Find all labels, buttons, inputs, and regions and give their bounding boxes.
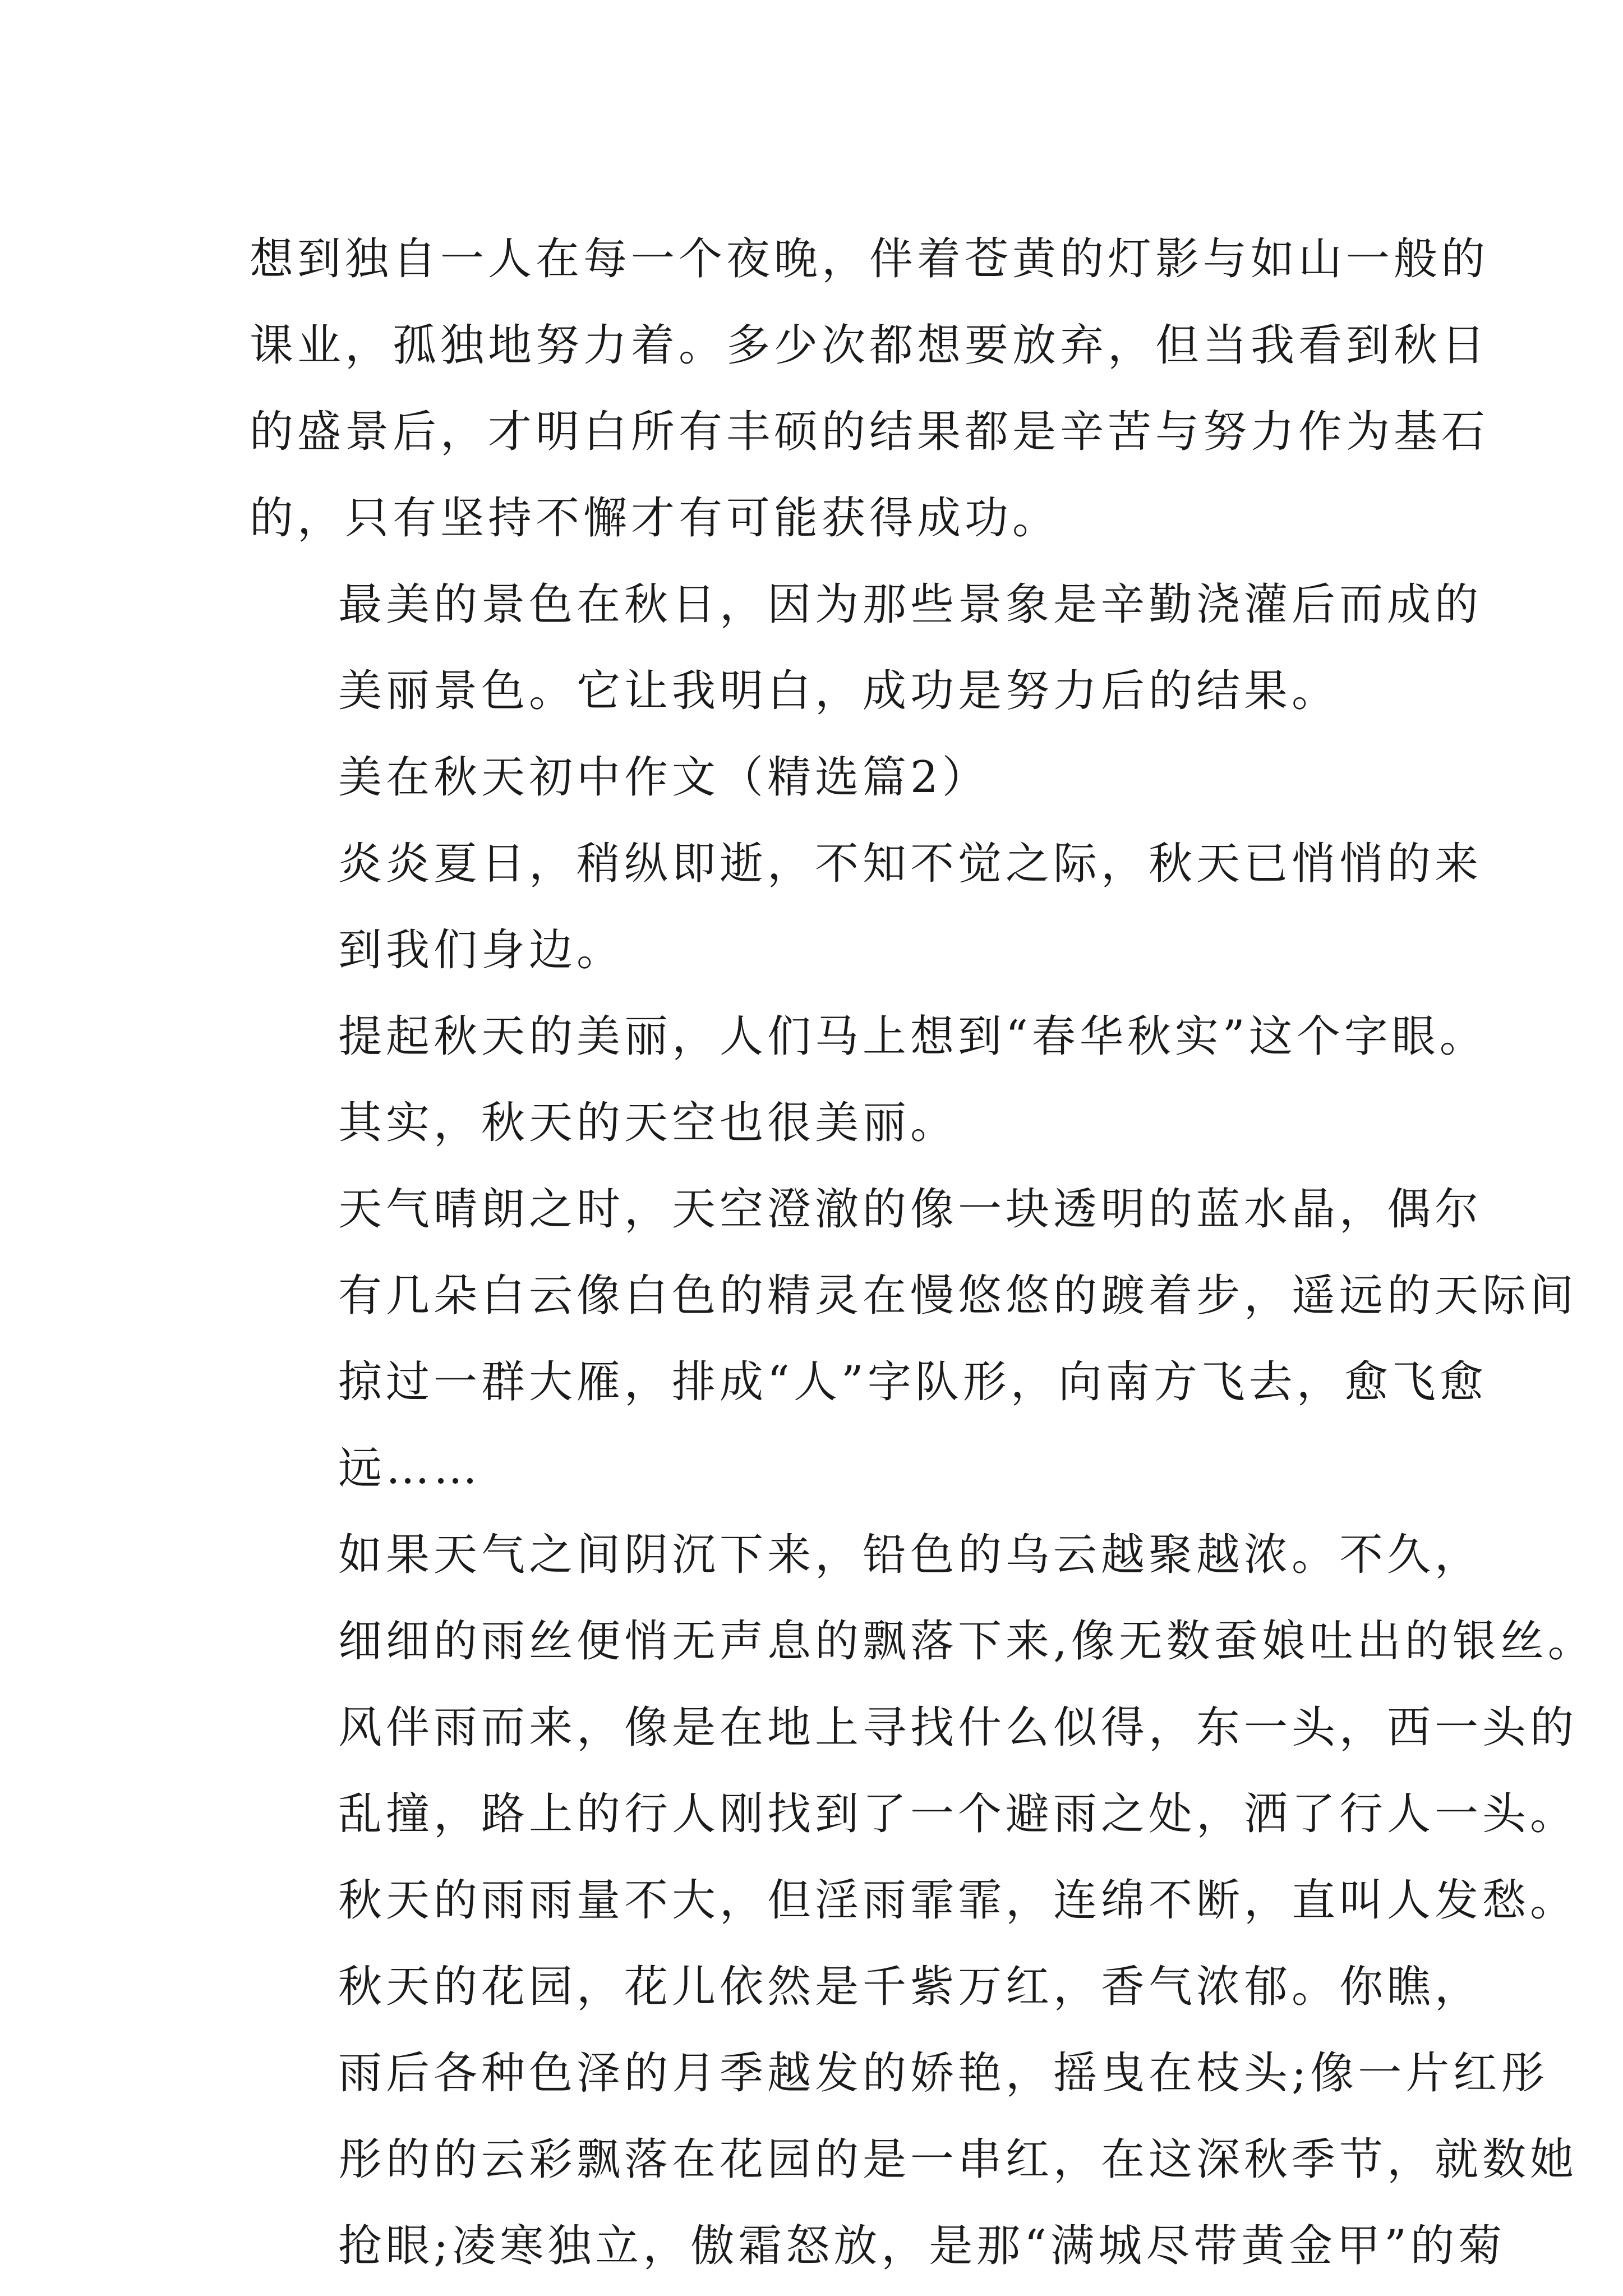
paragraph — [250, 734, 1382, 821]
text-line: 最美的景色在秋日，因为那些景象是辛勤浇灌后而成的 — [338, 579, 1483, 630]
article-body — [250, 216, 1596, 2289]
text-line: 美丽景色。它让我明白，成功是努力后的结果。 — [338, 666, 1340, 716]
text-line: 雨后各种色泽的月季越发的娇艳，摇曳在枝头;像一片红彤 — [338, 2048, 1549, 2099]
text-line: 到我们身边。 — [338, 925, 625, 976]
paragraph — [250, 562, 1483, 734]
text-line: 掠过一群大雁，排成“人”字队形，向南方飞去，愈飞愈 — [338, 1357, 1487, 1407]
text-line: 乱撞，路上的行人刚找到了一个避雨之处，洒了行人一头。 — [338, 1789, 1578, 1839]
text-line: 有几朵白云像白色的精灵在慢悠悠的踱着步，遥远的天际间 — [338, 1271, 1578, 1321]
text-line: 的，只有坚持不懈才有可能获得成功。 — [250, 493, 1061, 544]
paragraph — [250, 1166, 1578, 1512]
text-line: 炎炎夏日，稍纵即逝，不知不觉之际，秋天已悄悄的来 — [338, 839, 1483, 889]
paragraph — [250, 993, 1487, 1166]
text-line: 提起秋天的美丽，人们马上想到“春华秋实”这个字眼。 — [338, 1011, 1487, 1062]
text-line: 抢眼;凌寒独立，傲霜怒放，是那“满城尽带黄金甲”的菊 — [338, 2221, 1506, 2271]
text-line: 细细的雨丝便悄无声息的飘落下来,像无数蚕娘吐出的银丝。 — [338, 1616, 1596, 1667]
paragraph — [250, 1944, 1578, 2289]
text-line: 美在秋天初中作文（精选篇2） — [338, 752, 990, 803]
text-line: 风伴雨而来，像是在地上寻找什么似得，东一头，西一头的 — [338, 1703, 1578, 1753]
text-line: 天气晴朗之时，天空澄澈的像一块透明的蓝水晶，偶尔 — [338, 1184, 1483, 1235]
text-line: 想到独自一人在每一个夜晚，伴着苍黄的灯影与如山一般的 — [250, 234, 1490, 284]
text-line: 彤的的云彩飘落在花园的是一串红，在这深秋季节，就数她 — [338, 2134, 1578, 2185]
paragraph — [250, 821, 1483, 993]
paragraph — [250, 1512, 1596, 1944]
text-line: 秋天的雨雨量不大，但淫雨霏霏，连绵不断，直叫人发愁。 — [338, 1875, 1578, 1926]
text-line: 远…… — [338, 1443, 482, 1494]
text-line: 其实，秋天的天空也很美丽。 — [338, 1098, 958, 1148]
text-line: 秋天的花园，花儿依然是千紫万红，香气浓郁。你瞧， — [338, 1962, 1483, 2012]
paragraph — [250, 216, 1490, 562]
text-line: 的盛景后，才明白所有丰硕的结果都是辛苦与努力作为基石 — [250, 407, 1490, 457]
text-line: 如果天气之间阴沉下来，铅色的乌云越聚越浓。不久， — [338, 1530, 1483, 1580]
text-line: 课业，孤独地努力着。多少次都想要放弃，但当我看到秋日 — [250, 320, 1490, 371]
